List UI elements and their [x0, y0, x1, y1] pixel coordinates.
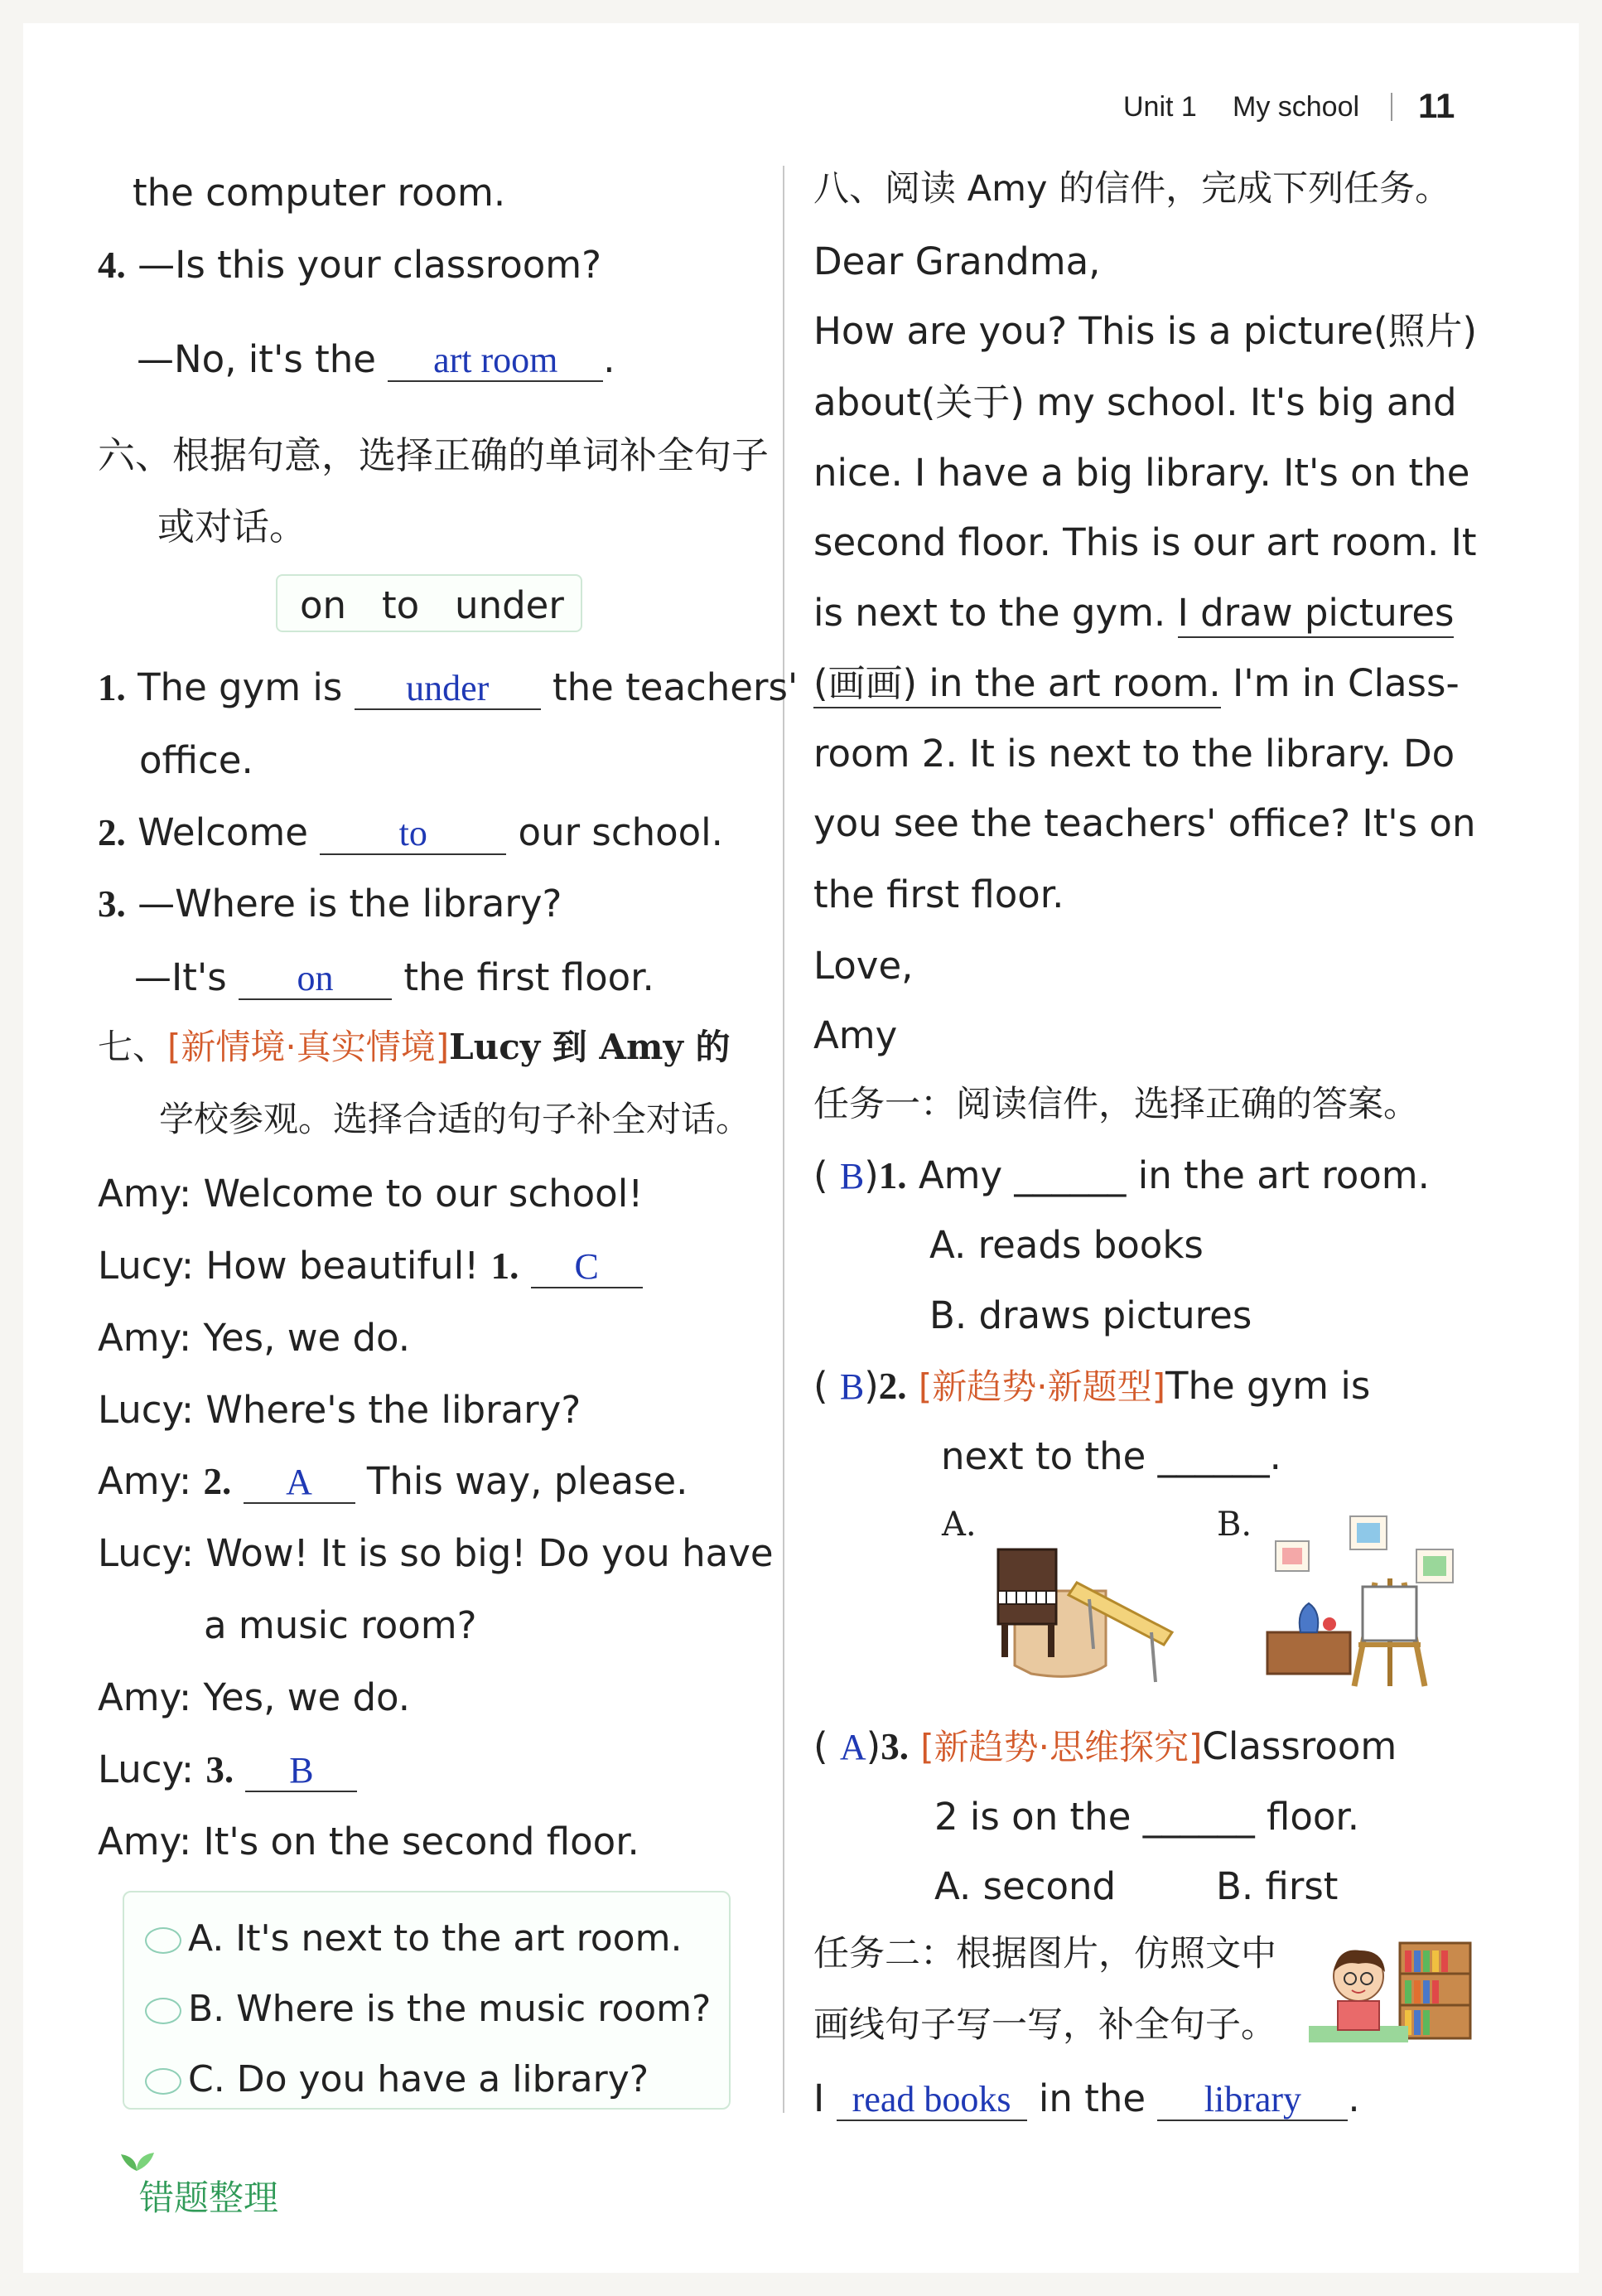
- q4-dot: .: [603, 337, 615, 381]
- t1-q1-option-a: A. reads books: [929, 1223, 1204, 1267]
- dialog-5-blank[interactable]: A: [244, 1464, 355, 1504]
- dialog-2-number: 1.: [490, 1245, 519, 1287]
- dialog-8-blank[interactable]: B: [245, 1752, 357, 1792]
- t1-q1-answer[interactable]: B: [839, 1156, 865, 1196]
- bubble-icon: [145, 1998, 181, 2024]
- image-a-label: A.: [942, 1506, 977, 1544]
- task2-title-cont: 画线句子写一写，补全句子。: [813, 2004, 1276, 2046]
- t1-q2-answer[interactable]: B: [839, 1366, 865, 1407]
- sprout-icon: [116, 2148, 157, 2176]
- dialog-line-5: [98, 1459, 688, 1504]
- task2-dot: .: [1348, 2076, 1360, 2120]
- letter-line-9: the first floor.: [813, 872, 1064, 916]
- t1-q3-text: Classroom: [1202, 1724, 1397, 1768]
- letter-line-5-text: is next to the gym.: [813, 591, 1166, 635]
- letter-line-7: room 2. It is next to the library. Do: [813, 732, 1455, 776]
- dialog-line-8: [98, 1747, 357, 1792]
- s6-q3-number: 3.: [98, 883, 126, 925]
- section7-label: 七、: [98, 1027, 168, 1067]
- dialog-5-number: 2.: [203, 1461, 232, 1502]
- t1-q1-number: 1.: [878, 1155, 907, 1196]
- t1-q2-text: The gym is: [1165, 1364, 1371, 1408]
- option-b-text: B. Where is the music room?: [188, 1988, 712, 2030]
- paren-close: ): [864, 1364, 879, 1408]
- letter-greeting: Dear Grandma,: [813, 239, 1101, 283]
- dialog-line-3: Amy: Yes, we do.: [98, 1316, 411, 1360]
- boy-reading-image: [1309, 1939, 1474, 2047]
- paren-open: (: [813, 1724, 828, 1768]
- column-divider: [783, 166, 784, 2113]
- s6-q1-blank[interactable]: under: [355, 670, 541, 710]
- dialog-line-1: Amy: Welcome to our school!: [98, 1172, 644, 1216]
- s6-q3-blank[interactable]: on: [239, 960, 392, 1000]
- bubble-icon: [145, 2068, 181, 2095]
- task2-title: 任务二：根据图片，仿照文中: [813, 1933, 1276, 1975]
- s6-q3-suffix: the first floor.: [403, 955, 654, 999]
- header-separator: [1391, 93, 1392, 121]
- t1-q1-text: Amy ______ in the art room.: [918, 1153, 1430, 1197]
- s6-q3: [98, 882, 562, 926]
- underlined-sentence-part-2: (画画) in the art room.: [813, 661, 1221, 708]
- word-bank: on to under: [300, 583, 564, 627]
- t1-q2-cont: next to the ______.: [941, 1434, 1281, 1478]
- q4-answer-prefix: —No, it's the: [137, 337, 376, 381]
- dialog-line-2: [98, 1244, 643, 1288]
- s6-q1: [98, 665, 799, 710]
- paren-open: (: [813, 1364, 828, 1408]
- letter-signature: Amy: [813, 1013, 898, 1057]
- t1-q3-cont: 2 is on the ______ floor.: [934, 1795, 1360, 1839]
- task2-prefix: I: [813, 2076, 825, 2120]
- t1-q3-tag: [新趋势·思维探究]: [920, 1727, 1203, 1767]
- s6-q3-prefix: —It's: [134, 955, 227, 999]
- t1-q1-option-b: B. draws pictures: [929, 1293, 1252, 1337]
- t1-q3-answer[interactable]: A: [839, 1727, 866, 1767]
- paren-close: ): [864, 1153, 879, 1197]
- paren-open: (: [813, 1153, 828, 1197]
- t1-q2-tag: [新趋势·新题型]: [918, 1366, 1165, 1407]
- dialog-line-7: Amy: Yes, we do.: [98, 1675, 411, 1719]
- section7-title: [98, 1027, 731, 1067]
- q4-number: 4.: [98, 244, 126, 286]
- s6-q3-answer: [134, 955, 654, 1000]
- q4-question: [98, 243, 601, 287]
- header-unit: Unit 1: [1123, 91, 1197, 123]
- letter-line-8: you see the teachers' office? It's on: [813, 801, 1476, 845]
- s6-q1-suffix: the teachers': [552, 665, 799, 709]
- q4-answer-line: [137, 337, 615, 382]
- section7-title-text: Lucy 到 Amy 的: [449, 1027, 731, 1067]
- paren-close: ): [866, 1724, 881, 1768]
- image-b-label: B.: [1217, 1506, 1252, 1544]
- s6-q1-number: 1.: [98, 667, 126, 708]
- bubble-icon: [145, 1927, 181, 1954]
- dialog-5-suffix: This way, please.: [366, 1459, 688, 1503]
- letter-closing: Love,: [813, 944, 914, 988]
- underlined-sentence-part-1: I draw pictures: [1178, 591, 1455, 638]
- letter-line-2: about(关于) my school. It's big and: [813, 380, 1457, 424]
- dialog-line-6-cont: a music room?: [204, 1603, 477, 1647]
- task2-mid: in the: [1038, 2076, 1146, 2120]
- task1-q1: [813, 1153, 1430, 1197]
- dialog-line-4: Lucy: Where's the library?: [98, 1388, 581, 1432]
- s6-q1-prefix: The gym is: [138, 665, 343, 709]
- line-computer-room: the computer room.: [133, 171, 506, 215]
- dialog-8-prefix: Lucy:: [98, 1747, 195, 1791]
- dialog-8-number: 3.: [205, 1749, 234, 1791]
- section6-title: 六、根据句意，选择正确的单词补全句子: [98, 433, 770, 477]
- dialog-5-prefix: Amy:: [98, 1459, 192, 1503]
- dialog-line-9: Amy: It's on the second floor.: [98, 1820, 639, 1863]
- s6-q1-cont: office.: [139, 738, 253, 782]
- s6-q2: [98, 810, 723, 855]
- header-title: My school: [1233, 91, 1360, 123]
- dialog-2-blank[interactable]: C: [531, 1249, 643, 1288]
- task1-title: 任务一：阅读信件，选择正确的答案。: [813, 1084, 1419, 1125]
- task2-blank-2[interactable]: library: [1157, 2081, 1348, 2121]
- s6-q3-question: —Where is the library?: [138, 882, 562, 926]
- art-room-image: [1251, 1508, 1474, 1690]
- letter-line-5: [813, 591, 1455, 635]
- page-number: 11: [1418, 86, 1455, 125]
- t1-q3-option-b: B. first: [1216, 1864, 1339, 1908]
- letter-line-1: How are you? This is a picture(照片): [813, 309, 1478, 353]
- footer-label: 错题整理: [139, 2178, 279, 2218]
- letter-line-6-text: I'm in Class-: [1232, 661, 1460, 705]
- option-a-text: A. It's next to the art room.: [188, 1917, 683, 1960]
- s6-q2-blank[interactable]: to: [320, 815, 506, 855]
- dialog-line-6: Lucy: Wow! It is so big! Do you have: [98, 1531, 774, 1575]
- option-c: [145, 2058, 649, 2100]
- section6-title-cont: 或对话。: [157, 505, 307, 549]
- section8-title: 八、阅读 Amy 的信件，完成下列任务。: [813, 168, 1451, 210]
- t1-q3-option-a: A. second: [934, 1864, 1117, 1908]
- t1-q2-number: 2.: [878, 1366, 907, 1407]
- task2-answer-line: [813, 2076, 1360, 2121]
- s6-q2-suffix: our school.: [518, 810, 723, 854]
- s6-q2-prefix: Welcome: [138, 810, 308, 854]
- letter-line-4: second floor. This is our art room. It: [813, 520, 1477, 564]
- task2-blank-1[interactable]: read books: [837, 2081, 1027, 2121]
- music-room-image: [982, 1541, 1180, 1690]
- letter-line-6: [813, 661, 1460, 705]
- t1-q3-number: 3.: [881, 1726, 909, 1767]
- s6-q2-number: 2.: [98, 812, 126, 853]
- task1-q2: [813, 1364, 1371, 1408]
- section7-title-cont: 学校参观。选择合适的句子补全对话。: [159, 1099, 751, 1139]
- q4-question-text: —Is this your classroom?: [138, 243, 601, 287]
- option-b: [145, 1988, 712, 2030]
- option-a: [145, 1917, 683, 1960]
- task1-q3: [813, 1724, 1397, 1768]
- letter-line-3: nice. I have a big library. It's on the: [813, 451, 1470, 495]
- dialog-2-prefix: Lucy: How beautiful!: [98, 1244, 480, 1288]
- option-c-text: C. Do you have a library?: [188, 2058, 649, 2100]
- q4-answer-blank[interactable]: art room: [388, 342, 603, 382]
- section7-tag: [新情境·真实情境]: [167, 1027, 450, 1067]
